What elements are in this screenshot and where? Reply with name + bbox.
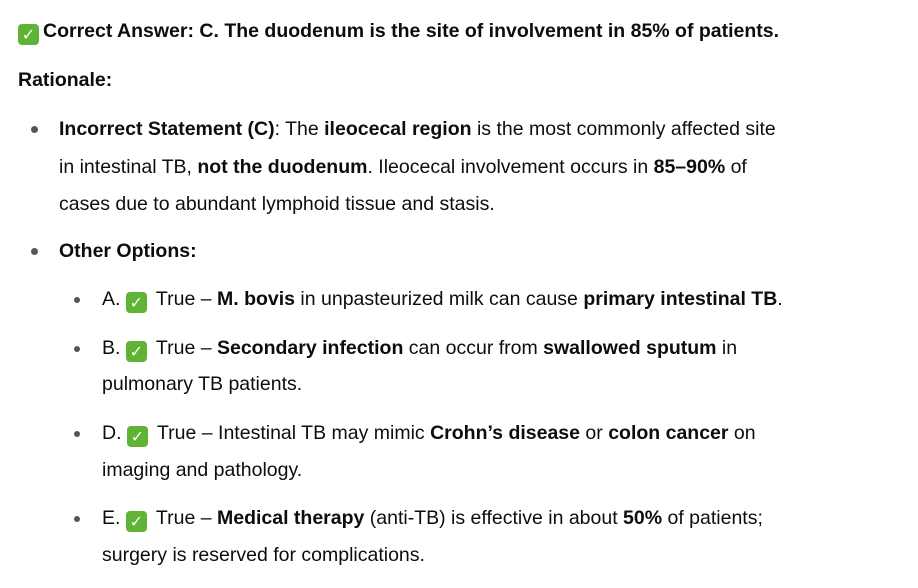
bold-text: 85–90%	[653, 156, 726, 178]
text-span: in intestinal TB,	[59, 156, 198, 178]
text-span: can occur from	[403, 337, 544, 359]
text-span: of	[725, 156, 747, 178]
text-span: True – Intestinal TB may mimic	[151, 422, 431, 444]
text-span: in unpasteurized milk can cause	[295, 288, 584, 310]
bold-text: colon cancer	[608, 422, 729, 444]
option-a	[102, 288, 783, 313]
text-span: on	[728, 422, 756, 444]
check-mark-emoji-icon: ✓	[126, 511, 147, 532]
bold-text: ileocecal region	[324, 118, 472, 140]
bullet-icon	[31, 248, 38, 255]
bold-text: Medical therapy	[216, 507, 365, 529]
bold-text: swallowed sputum	[543, 337, 717, 359]
option-b	[102, 337, 737, 362]
other-options-label-text: Other Options:	[59, 240, 197, 262]
incorrect-statement-line-2	[59, 156, 747, 179]
text-span: pulmonary TB patients.	[102, 373, 303, 395]
check-mark-emoji-icon: ✓	[126, 341, 147, 362]
text-span: : The	[274, 118, 325, 140]
option-letter: E.	[102, 507, 121, 529]
text-span: True –	[150, 288, 217, 310]
incorrect-statement-label: Incorrect Statement (C)	[59, 118, 275, 140]
option-e-line-2	[102, 544, 425, 567]
text-span: True –	[150, 337, 217, 359]
text-span: .	[777, 288, 783, 310]
option-d	[102, 422, 756, 447]
incorrect-statement-line-1	[59, 118, 776, 141]
bold-text: M. bovis	[216, 288, 295, 310]
check-mark-emoji-icon: ✓	[126, 292, 147, 313]
answer-heading	[18, 20, 779, 45]
text-span: True –	[150, 507, 217, 529]
text-span: . Ileocecal involvement occurs in	[367, 156, 654, 178]
option-letter: A.	[102, 288, 121, 310]
text-span: surgery is reserved for complications.	[102, 544, 425, 566]
other-options-label	[59, 240, 197, 263]
bold-text: not the duodenum	[197, 156, 368, 178]
text-span: of patients;	[662, 507, 763, 529]
bold-text: Secondary infection	[216, 337, 404, 359]
rationale-title	[18, 69, 112, 92]
bullet-icon	[31, 126, 38, 133]
text-span: or	[580, 422, 609, 444]
text-span: in	[716, 337, 738, 359]
incorrect-statement-line-3	[59, 193, 495, 216]
sub-bullet-icon	[74, 297, 80, 303]
check-mark-emoji-icon: ✓	[127, 426, 148, 447]
rationale-title-text: Rationale:	[18, 69, 113, 91]
check-mark-emoji-icon: ✓	[18, 24, 39, 45]
text-span: is the most commonly affected site	[471, 118, 776, 140]
option-b-line-2	[102, 373, 302, 396]
option-d-line-2	[102, 459, 302, 482]
text-span: (anti-TB) is effective in about	[364, 507, 624, 529]
option-letter: D.	[102, 422, 122, 444]
sub-bullet-icon	[74, 516, 80, 522]
bold-text: 50%	[623, 507, 663, 529]
text-span: imaging and pathology.	[102, 459, 303, 481]
option-letter: B.	[102, 337, 121, 359]
bold-text: primary intestinal TB	[583, 288, 778, 310]
bold-text: Crohn’s disease	[430, 422, 580, 444]
option-e	[102, 507, 763, 532]
text-span: cases due to abundant lymphoid tissue and stasis.	[59, 193, 495, 215]
sub-bullet-icon	[74, 431, 80, 437]
answer-heading-text: Correct Answer: C. The duodenum is the site of involvement in 85% of patients.	[43, 20, 780, 42]
sub-bullet-icon	[74, 346, 80, 352]
